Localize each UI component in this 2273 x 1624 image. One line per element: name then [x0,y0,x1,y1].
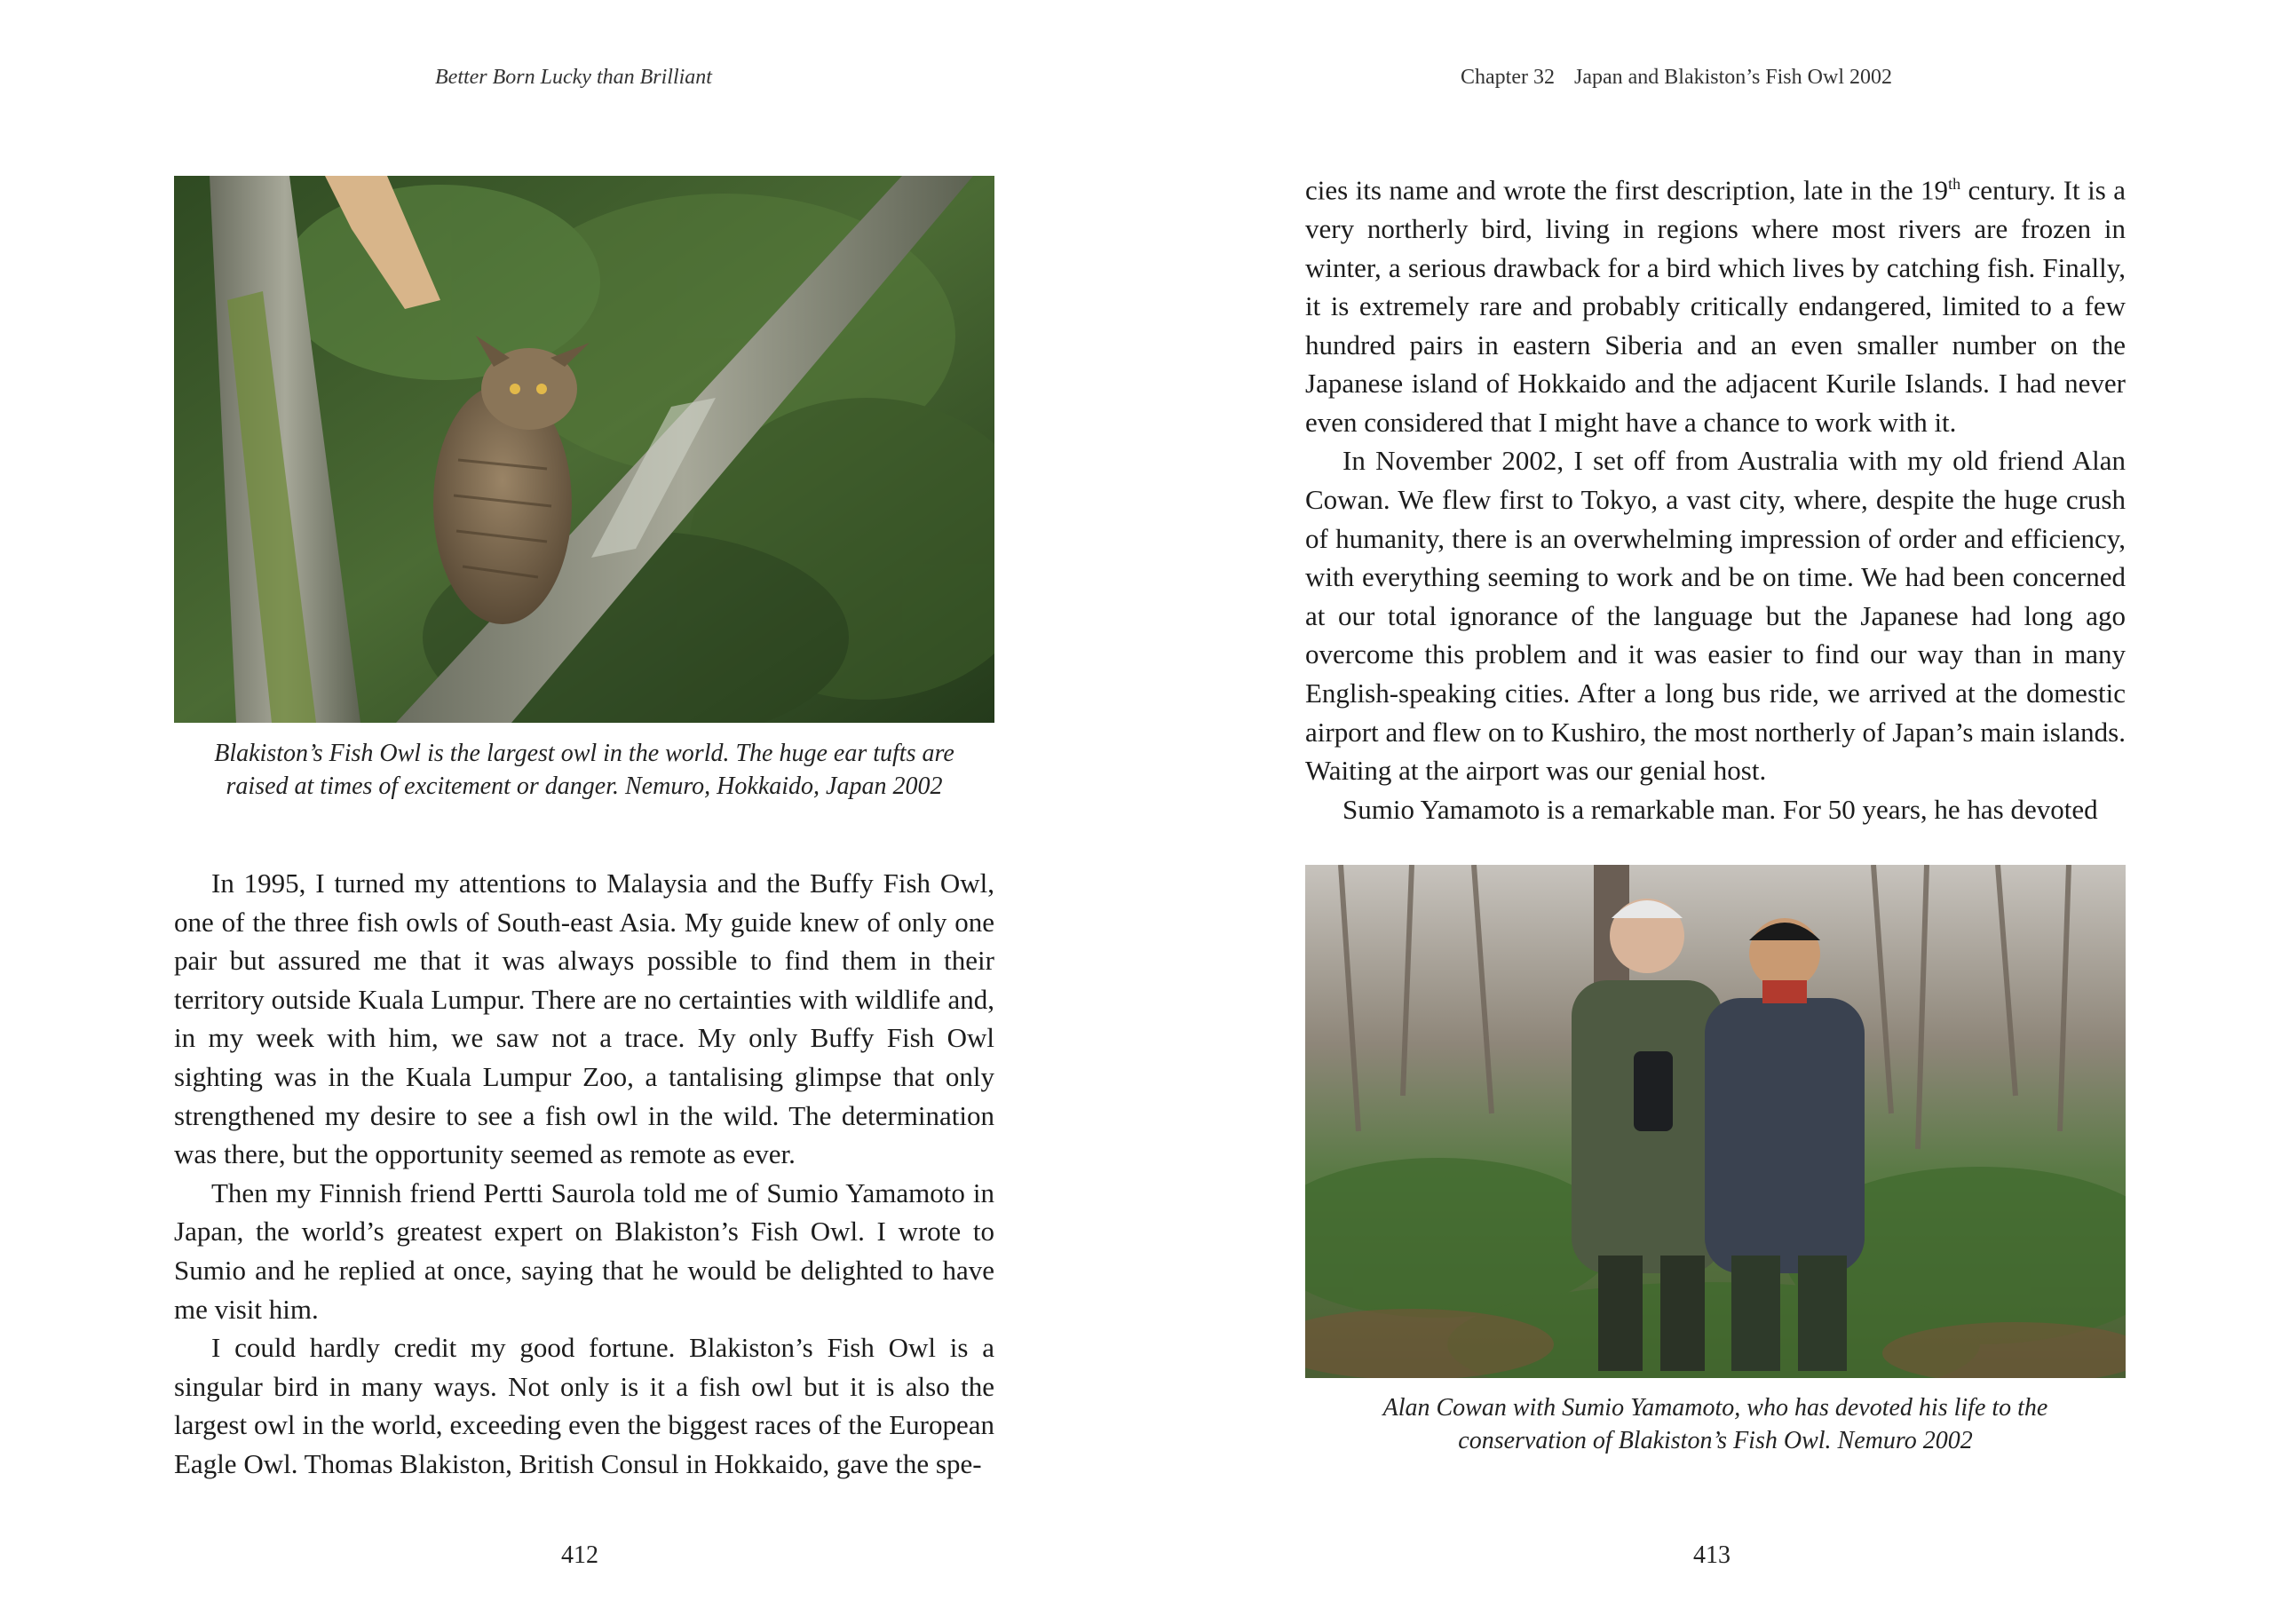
caption-line: conservation of Blakiston’s Fish Owl. Nemuro 2002 [1458,1427,1973,1454]
owl-photo [174,176,994,723]
caption-line: Alan Cowan with Sumio Yamamoto, who has devoted his life to the [1382,1394,2048,1422]
page-number: 412 [561,1541,598,1569]
men-photo [1305,865,2126,1378]
left-body-text [174,864,994,1484]
right-page [1136,0,2273,1624]
caption-line: Blakiston’s Fish Owl is the largest owl in the world. The huge ear tufts are [214,740,954,767]
page-number: 413 [1693,1541,1730,1569]
paragraph: Then my Finnish friend Pertti Saurola told me of Sumio Yamamoto in Japan, the world’s greatest expert on Blakiston’s Fish Owl. I wrote to Sumio and he replied at once, saying that he would be delighted to have me visit him. [174,1176,994,1325]
chapter-title: Japan and Blakiston’s Fish Owl 2002 [1573,66,1892,89]
running-head-chapter [1461,66,1892,90]
left-page [0,0,1136,1624]
paragraph: In 1995, I turned my attentions to Malaysia and the Buffy Fish Owl, one of the three fish owls of South-east Asia. My guide knew of only one pair but assured me that it was always possible to find them in their territory outside Kuala Lumpur. There are no certainties with wildlife and, in my week with him, we saw not a trace. My only Buffy Fish Owl sighting was in the Kuala Lumpur Zoo, a tantalising glimpse that only strengthened my desire to see a fish owl in the wild. The determination was there, but the opportunity seemed as remote as ever. [174,867,994,1170]
continued-paragraph: cies its name and wrote the first description, late in the 19th century. It is a very northerly bird, living in regions where most rivers are frozen in winter, a serious drawback for a bird which lives by catching fish. Finally, it is extremely rare and probably critically endangered, limited to a few hundred pairs in eastern Siberia and an even smaller number on the Japanese island of Hokkaido and the adjacent Kurile Islands. I had never even considered that I might have a chance to work with it. [1305,174,2126,438]
paragraph: Sumio Yamamoto is a remarkable man. For 50 years, he has devoted [1342,793,2098,825]
men-photo-image [1305,865,2126,1378]
owl-photo-caption [174,737,994,803]
paragraph: In November 2002, I set off from Australia with my old friend Alan Cowan. We flew first to Tokyo, a vast city, where, despite the huge crush of humanity, there is an overwhelming impression of order and efficiency, with everything seeming to work and be on time. We had been concerned at our total ignorance of the language but the Japanese had long ago overcome this problem and it was easier to find our way than in many English-speaking cities. After a long bus ride, we arrived at the domestic airport and flew on to Kushiro, the most northerly of Japan’s main islands. Waiting at the airport was our genial host. [1305,445,2126,787]
paragraph: I could hardly credit my good fortune. Blakiston’s Fish Owl is a singular bird in many ways. Not only is it a fish owl but it is also the largest owl in the world, exceeding even the biggest races of the European Eagle Owl. Thomas Blakiston, British Consul in Hokkaido, gave the spe- [174,1332,994,1479]
men-photo-caption [1305,1391,2126,1457]
superscript: th [1948,175,1961,193]
owl-photo-image [174,176,994,723]
right-body-text [1305,165,2126,828]
running-head-book-title: Better Born Lucky than Brilliant [435,66,712,89]
caption-line: raised at times of excitement or danger. Nemuro, Hokkaido, Japan 2002 [226,772,943,800]
chapter-number: Chapter 32 [1461,66,1555,89]
